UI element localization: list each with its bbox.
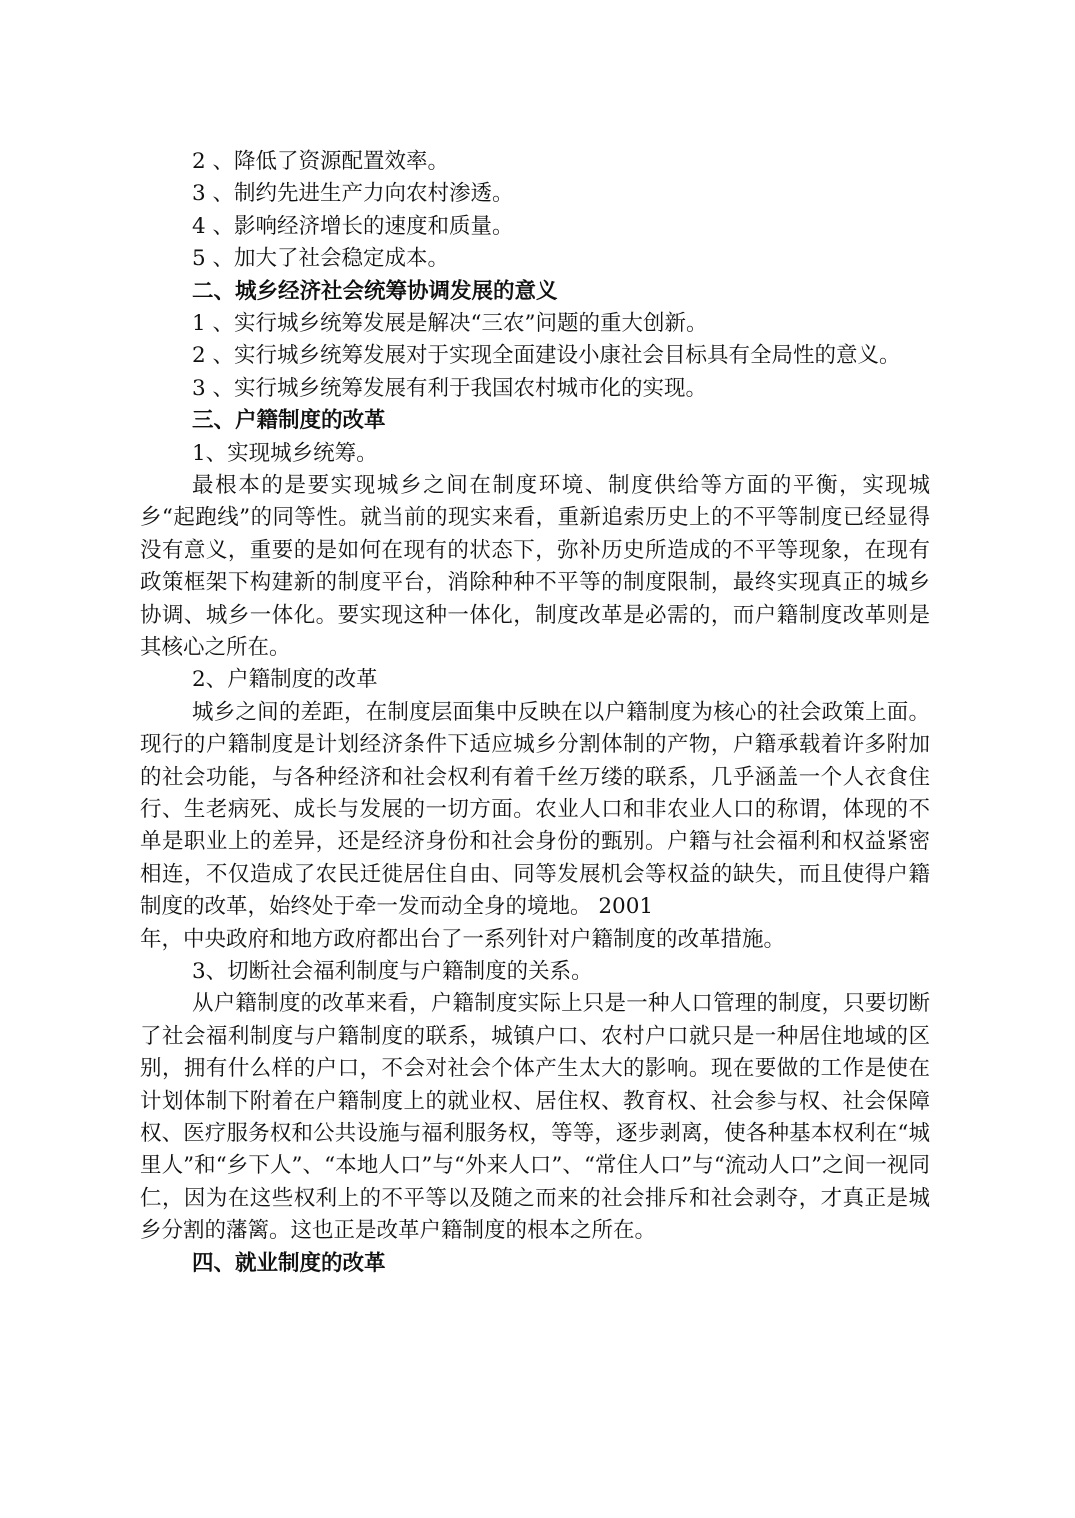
- subheading: 3、切断社会福利制度与户籍制度的关系。: [192, 958, 593, 984]
- section-heading: 四、就业制度的改革: [192, 1250, 386, 1276]
- paragraph: 城乡之间的差距，在制度层面集中反映在以户籍制度为核心的社会政策上面。现行的户籍制度是计划经济条件下适应城乡分割体制的产物，户籍承载着许多附加的社会功能，与各种经济和社会权利有着千丝万缕的联系，几乎涵盖一个人衣食住行、生老病死、成长与发展的一切方面。农业人口和非农业人口的称谓，体现的不单是职业上的差异，还是经济身份和社会身份的甄别。户籍与社会福利和权益紧密相连，不仅造成了农民迁徙居住自由、同等发展机会等权益的缺失，而且使得户籍制度的改革，始终处于牵一发而动全身的境地。 2001: [140, 699, 930, 920]
- subheading: 1、实现城乡统筹。: [192, 440, 378, 466]
- paragraph: 从户籍制度的改革来看，户籍制度实际上只是一种人口管理的制度，只要切断了社会福利制度与户籍制度的联系，城镇户口、农村户口就只是一种居住地域的区别，拥有什么样的户口，不会对社会个体产生太大的影响。现在要做的工作是使在计划体制下附着在户籍制度上的就业权、居住权、教育权、社会参与权、社会保障权、医疗服务权和公共设施与福利服务权，等等，逐步剥离，使各种基本权利在“城里人”和“乡下人”、“本地人口”与“外来人口”、“常住人口”与“流动人口”之间一视同仁，因为在这些权利上的不平等以及随之而来的社会排斥和社会剥夺，才真正是城乡分割的藩篱。这也正是改革户籍制度的根本之所在。: [140, 991, 930, 1244]
- section-heading: 二、城乡经济社会统筹协调发展的意义: [192, 278, 558, 304]
- list-item: 2 、降低了资源配置效率。: [192, 149, 450, 174]
- list-item: 1 、实行城乡统筹发展是解决“三农”问题的重大创新。: [192, 310, 708, 336]
- list-item: 3 、实行城乡统筹发展有利于我国农村城市化的实现。: [192, 375, 708, 401]
- paragraph-continuation: 年，中央政府和地方政府都出台了一系列针对户籍制度的改革措施。: [140, 926, 786, 952]
- list-item: 2 、实行城乡统筹发展对于实现全面建设小康社会目标具有全局性的意义。: [192, 343, 901, 369]
- list-item: 5 、加大了社会稳定成本。: [192, 246, 450, 272]
- subheading: 2、户籍制度的改革: [192, 667, 378, 693]
- document-page: [140, 146, 930, 1280]
- section-heading: 三、户籍制度的改革: [192, 408, 386, 434]
- list-item: 3 、制约先进生产力向农村渗透。: [192, 181, 514, 207]
- list-item: 4 、影响经济增长的速度和质量。: [192, 213, 514, 239]
- paragraph: 最根本的是要实现城乡之间在制度环境、制度供给等方面的平衡，实现城乡“起跑线”的同等性。就当前的现实来看，重新追索历史上的不平等制度已经显得没有意义，重要的是如何在现有的状态下，弥补历史所造成的不平等现象，在现有政策框架下构建新的制度平台，消除种种不平等的制度限制，最终实现真正的城乡协调、城乡一体化。要实现这种一体化，制度改革是必需的，而户籍制度改革则是其核心之所在。: [140, 472, 930, 660]
